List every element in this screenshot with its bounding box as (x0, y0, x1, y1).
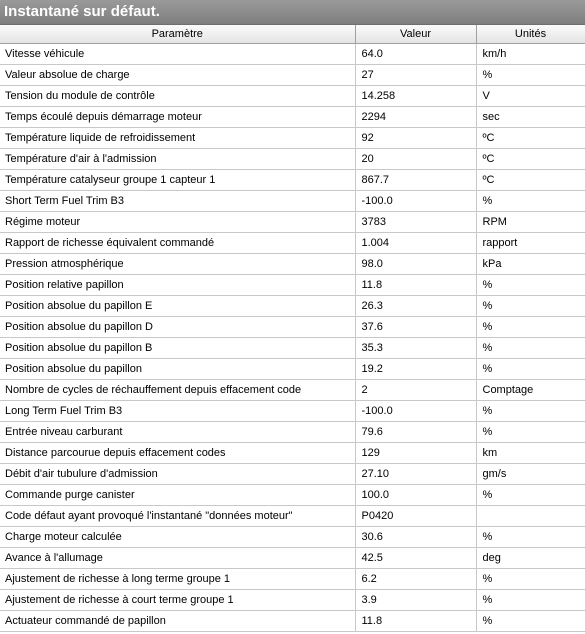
freeze-frame-table (0, 25, 585, 632)
cell-units: gm/s (476, 463, 585, 484)
cell-units: deg (476, 547, 585, 568)
cell-units: % (476, 274, 585, 295)
table-row[interactable] (0, 463, 585, 484)
cell-units: Comptage (476, 379, 585, 400)
column-header-parameter[interactable]: Paramètre (0, 25, 355, 43)
table-row[interactable] (0, 190, 585, 211)
cell-parameter: Rapport de richesse équivalent commandé (0, 232, 355, 253)
cell-value: 92 (355, 127, 476, 148)
cell-parameter: Température d'air à l'admission (0, 148, 355, 169)
cell-parameter: Débit d'air tubulure d'admission (0, 463, 355, 484)
cell-units: % (476, 316, 585, 337)
cell-parameter: Long Term Fuel Trim B3 (0, 400, 355, 421)
cell-parameter: Pression atmosphérique (0, 253, 355, 274)
cell-value: 20 (355, 148, 476, 169)
cell-parameter: Régime moteur (0, 211, 355, 232)
table-row[interactable] (0, 274, 585, 295)
cell-value: 867.7 (355, 169, 476, 190)
cell-parameter: Temps écoulé depuis démarrage moteur (0, 106, 355, 127)
cell-parameter: Position absolue du papillon B (0, 337, 355, 358)
table-header-row (0, 25, 585, 43)
cell-parameter: Code défaut ayant provoqué l'instantané "données moteur" (0, 505, 355, 526)
table-row[interactable] (0, 316, 585, 337)
table-row[interactable] (0, 379, 585, 400)
cell-value: -100.0 (355, 190, 476, 211)
cell-value: 98.0 (355, 253, 476, 274)
table-row[interactable] (0, 211, 585, 232)
cell-parameter: Position absolue du papillon (0, 358, 355, 379)
table-row[interactable] (0, 43, 585, 64)
cell-units: % (476, 64, 585, 85)
cell-units: % (476, 337, 585, 358)
table-row[interactable] (0, 505, 585, 526)
table-row[interactable] (0, 106, 585, 127)
table-row[interactable] (0, 526, 585, 547)
table-row[interactable] (0, 337, 585, 358)
cell-parameter: Distance parcourue depuis effacement codes (0, 442, 355, 463)
cell-parameter: Position relative papillon (0, 274, 355, 295)
table-row[interactable] (0, 85, 585, 106)
cell-value: 100.0 (355, 484, 476, 505)
cell-units: ºC (476, 169, 585, 190)
cell-parameter: Charge moteur calculée (0, 526, 355, 547)
cell-value: 14.258 (355, 85, 476, 106)
table-row[interactable] (0, 484, 585, 505)
cell-parameter: Tension du module de contrôle (0, 85, 355, 106)
table-row[interactable] (0, 610, 585, 631)
table-row[interactable] (0, 568, 585, 589)
table-row[interactable] (0, 232, 585, 253)
cell-units: RPM (476, 211, 585, 232)
table-row[interactable] (0, 400, 585, 421)
cell-units: % (476, 358, 585, 379)
cell-value: 37.6 (355, 316, 476, 337)
cell-units (476, 505, 585, 526)
cell-units: % (476, 589, 585, 610)
cell-parameter: Vitesse véhicule (0, 43, 355, 64)
table-row[interactable] (0, 547, 585, 568)
cell-value: 30.6 (355, 526, 476, 547)
cell-value: 19.2 (355, 358, 476, 379)
cell-units: km/h (476, 43, 585, 64)
table-row[interactable] (0, 127, 585, 148)
cell-units: km (476, 442, 585, 463)
cell-parameter: Ajustement de richesse à court terme groupe 1 (0, 589, 355, 610)
column-header-units[interactable]: Unités (476, 25, 585, 43)
cell-parameter: Avance à l'allumage (0, 547, 355, 568)
cell-value: 1.004 (355, 232, 476, 253)
cell-value: 27 (355, 64, 476, 85)
table-row[interactable] (0, 253, 585, 274)
cell-units: % (476, 400, 585, 421)
cell-value: 26.3 (355, 295, 476, 316)
cell-units: % (476, 421, 585, 442)
cell-parameter: Ajustement de richesse à long terme groupe 1 (0, 568, 355, 589)
column-header-value[interactable]: Valeur (355, 25, 476, 43)
cell-parameter: Nombre de cycles de réchauffement depuis effacement code (0, 379, 355, 400)
cell-value: 2294 (355, 106, 476, 127)
cell-units: % (476, 568, 585, 589)
cell-units: % (476, 484, 585, 505)
cell-value: -100.0 (355, 400, 476, 421)
cell-parameter: Short Term Fuel Trim B3 (0, 190, 355, 211)
table-row[interactable] (0, 358, 585, 379)
cell-units: sec (476, 106, 585, 127)
cell-value: 35.3 (355, 337, 476, 358)
cell-parameter: Température liquide de refroidissement (0, 127, 355, 148)
cell-units: rapport (476, 232, 585, 253)
table-row[interactable] (0, 64, 585, 85)
table-row[interactable] (0, 295, 585, 316)
cell-parameter: Commande purge canister (0, 484, 355, 505)
cell-value: 3783 (355, 211, 476, 232)
cell-value: 2 (355, 379, 476, 400)
table-row[interactable] (0, 421, 585, 442)
cell-units: % (476, 190, 585, 211)
cell-value: 11.8 (355, 274, 476, 295)
cell-value: 3.9 (355, 589, 476, 610)
cell-value: 11.8 (355, 610, 476, 631)
cell-units: % (476, 295, 585, 316)
cell-units: % (476, 610, 585, 631)
cell-parameter: Position absolue du papillon D (0, 316, 355, 337)
cell-units: kPa (476, 253, 585, 274)
cell-parameter: Position absolue du papillon E (0, 295, 355, 316)
cell-units: ºC (476, 127, 585, 148)
cell-parameter: Entrée niveau carburant (0, 421, 355, 442)
cell-value: 42.5 (355, 547, 476, 568)
cell-value: 79.6 (355, 421, 476, 442)
cell-value: 6.2 (355, 568, 476, 589)
table-row[interactable] (0, 148, 585, 169)
table-row[interactable] (0, 589, 585, 610)
cell-units: ºC (476, 148, 585, 169)
cell-value: 64.0 (355, 43, 476, 64)
cell-value: 27.10 (355, 463, 476, 484)
cell-parameter: Valeur absolue de charge (0, 64, 355, 85)
cell-value: P0420 (355, 505, 476, 526)
cell-value: 129 (355, 442, 476, 463)
cell-units: % (476, 526, 585, 547)
window-title: Instantané sur défaut. (0, 0, 585, 25)
table-row[interactable] (0, 442, 585, 463)
table-row[interactable] (0, 169, 585, 190)
cell-parameter: Température catalyseur groupe 1 capteur 1 (0, 169, 355, 190)
cell-units: V (476, 85, 585, 106)
cell-parameter: Actuateur commandé de papillon (0, 610, 355, 631)
